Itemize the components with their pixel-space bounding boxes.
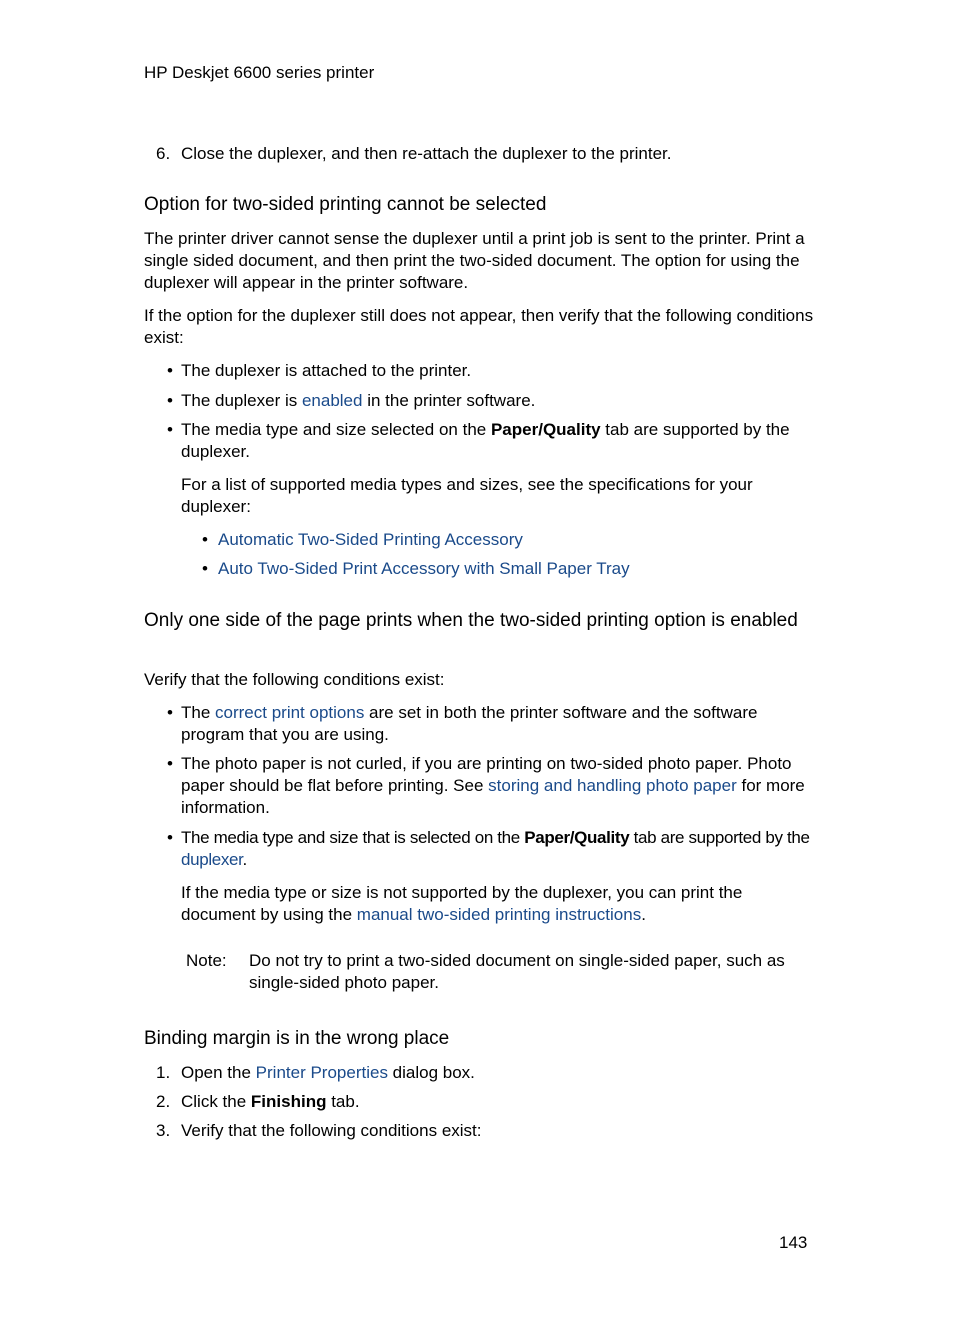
note-text: Do not try to print a two-sided document on single-sided paper, such as single-sided photo paper. [249,951,785,992]
list-item: The correct print options are set in both the printer software and the software program that you are using. [181,703,758,744]
bullet: • [167,420,173,439]
list-item: The photo paper is not curled, if you are printing on two-sided photo paper. Photo paper should be flat before printing. See storing and handling photo paper for more information. [181,754,805,817]
duplexer-link[interactable]: duplexer [181,850,243,869]
sub-paragraph: If the media type or size is not supported by the duplexer, you can print the document by using the manual two-sided printing instructions. [181,883,743,924]
paragraph: Verify that the following conditions exist: [144,670,445,689]
step-text: Click the Finishing tab. [181,1092,360,1111]
step-number: 1. [156,1063,171,1082]
step-text: Close the duplexer, and then re-attach the duplexer to the printer. [181,144,672,163]
list-item: The media type and size that is selected on the Paper/Quality tab are supported by the duplexer. [181,828,810,869]
automatic-two-sided-accessory-link[interactable]: Automatic Two-Sided Printing Accessory [218,530,523,549]
section-heading-two-sided-option: Option for two-sided printing cannot be selected [144,194,547,215]
printer-properties-link[interactable]: Printer Properties [255,1063,388,1082]
enabled-link[interactable]: enabled [301,391,363,410]
step-number: 2. [156,1092,171,1111]
section-heading-one-side-prints: Only one side of the page prints when the two-sided printing option is enabled [144,610,798,631]
bullet: • [202,530,208,549]
running-header: HP Deskjet 6600 series printer [144,63,375,82]
bullet: • [202,559,208,578]
bullet: • [167,754,173,773]
bullet: • [167,391,173,410]
bullet: • [167,828,173,847]
bullet: • [167,361,173,380]
manual-two-sided-instructions-link[interactable]: manual two-sided printing instructions [356,905,642,924]
section-heading-binding-margin: Binding margin is in the wrong place [144,1028,450,1049]
correct-print-options-link[interactable]: correct print options [215,703,365,722]
paragraph: If the option for the duplexer still does not appear, then verify that the following conditions exist: [144,306,814,347]
paragraph: The printer driver cannot sense the duplexer until a print job is sent to the printer. Print a single sided document, and then print the two-sided document. The option for using the duplexer will appear in the printer software. [144,229,805,292]
sub-paragraph: For a list of supported media types and sizes, see the specifications for your duplexer: [181,475,753,516]
step-text: Verify that the following conditions exist: [181,1121,482,1140]
list-item: The media type and size selected on the Paper/Quality tab are supported by the duplexer. [181,420,790,461]
storing-handling-photo-paper-link[interactable]: storing and handling photo paper [488,776,737,795]
step-number: 6. [156,144,171,163]
small-paper-tray-accessory-link[interactable]: Auto Two-Sided Print Accessory with Small Paper Tray [218,559,630,578]
bullet: • [167,703,173,722]
page-number: 143 [779,1233,808,1252]
step-number: 3. [156,1121,171,1140]
list-item: The duplexer is attached to the printer. [181,361,472,380]
list-item: The duplexer is enabled in the printer software. [181,391,536,410]
step-text: Open the Printer Properties dialog box. [181,1063,475,1082]
note-label: Note: [186,951,227,970]
